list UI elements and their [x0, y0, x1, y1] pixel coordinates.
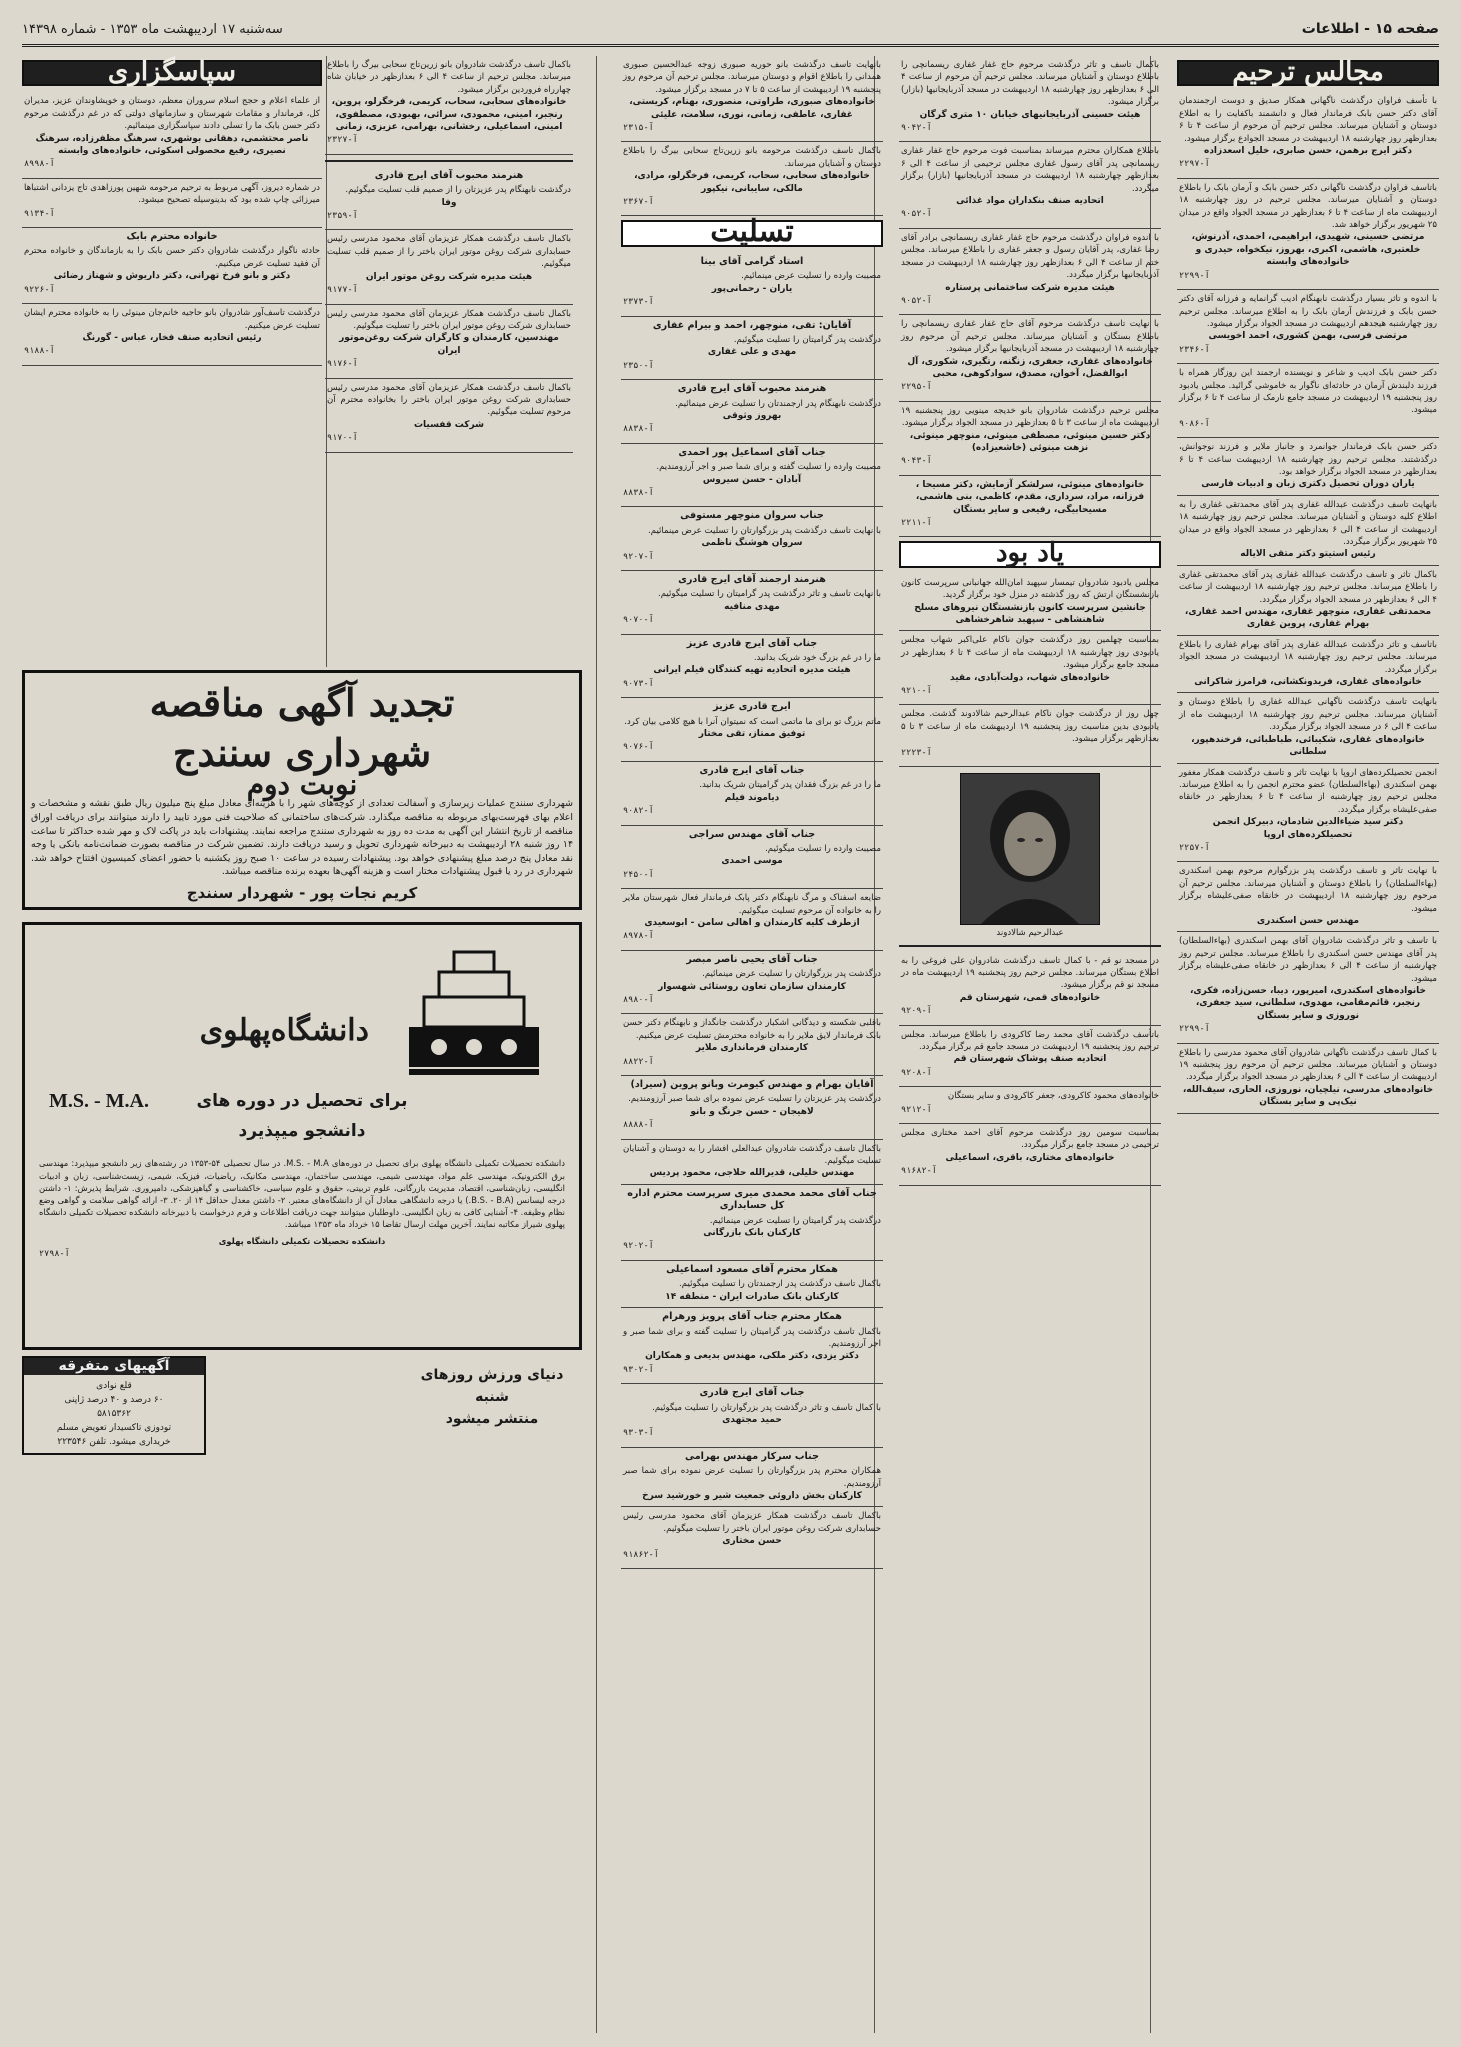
notice-footer: محمدتقی غفاری، منوچهر غفاری، مهندس احمد غفاری، بهرام غفاری، پروین غفاری [1184, 607, 1432, 630]
notice-text: باطلاع همکاران محترم میرساند بمناسبت فوت مرحوم حاج غفار غفاری ریسمانچی پدر آقای رسول غفاری مجلس ترحیمی از ساعت ۴ الی ۶ بعدازظهر چهارشنبه ۱۸ اردیبهشت در مسجد آذربایجانیها (بازار) برگزار میگردد. [901, 146, 1159, 194]
notice-footer: یاران دوران تحصیل دکتری زبان و ادبیات فارسی [1201, 479, 1415, 490]
notice-code: آ-۲۳۷۳ [623, 297, 654, 308]
notice-footer: خانواده‌های سحابی، سحاب، کریمی، فرخگرلو، مرادی، مالکی، سایبانی، نیکپور [634, 171, 870, 194]
notice-code: آ-۹۱۸۶۲ [623, 1549, 659, 1560]
notice [621, 1384, 883, 1448]
tender-municipality: شهرداری سنندج [172, 730, 432, 775]
notice [1177, 290, 1439, 364]
tender-ad [22, 670, 582, 910]
notice-code: آ-۹۳۰۲ [623, 1364, 654, 1375]
notice-text: با نهایت تاثر و تاسف درگذشت پدر بزرگوارم مرحوم بهمن اسکندری (بهاءالسلطان) را باطلاع دوستان و آشنایان میرساند. مجلس ترحیم آن مرحوم روز چهارشنبه ۱۸ اردیبهشت در خانقاه صفی‌علیشاه برگزار میشود. [1179, 866, 1437, 914]
notice [1177, 566, 1439, 636]
notice [899, 574, 1161, 632]
notice-footer: هیئت حسینی آذربایجانیهای خیابان ۱۰ متری گرگان [919, 109, 1141, 120]
notice-title: جناب آقای محمد محمدی میری سرپرست محترم اداره کل حسابداری [627, 1187, 877, 1212]
notice-code: آ-۲۲۱۱ [901, 518, 932, 528]
notice [621, 1076, 883, 1140]
notice-text: باکمال تاسف درگذشت شادروان عبدالعلی افشار را به دوستان و آشنایان تسلیت میگوئیم. [623, 1143, 881, 1167]
portrait-photo [960, 773, 1100, 925]
notice-footer: خانواده‌های غفاری، فریدونکشانی، فرامرز شاکرانی [1194, 677, 1422, 688]
notice-footer: توفیق ممتاز، تقی مختار [698, 729, 806, 740]
notice-text: درگذشت نابهنگام پدر عزیزتان را از صمیم قلب تسلیت میگوئیم. [345, 185, 571, 196]
notice-text: باکمال تاسف درگذشت همکار عزیزمان آقای محمود مدرسی رئیس حسابداری شرکت روغن موتور ایران باختر را از صمیم قلب تسلیت میگوئیم. [327, 234, 571, 270]
notice-text: درگذشت تاسف‌آور شادروان بانو حاجیه خانم‌جان مینوئی را به خانواده محترم ایشان تسلیت عرض میکنیم. [24, 308, 320, 331]
notice-text: با اندوه فراوان درگذشت مرحوم حاج غفار غفاری ریسمانچی برادر آقای رضا غفاری، پدر آقایان رسول و جعفر غفاری را باطلاع میرساند. مجلس ختم از ساعت ۴ الی ۶ بعدازظهر روز چهارشنبه ۱۸ اردیبهشت در مسجد آذربایجانیها برگزار میگردد. [901, 232, 1160, 281]
notice-title: آقایان: تقی، منوچهر، احمد و بیرام غفاری [652, 319, 852, 331]
notice-text: باکمال تاسف درگذشت مرحومه بانو زرین‌تاج سحابی بیرگ را باطلاع دوستان و آشنایان میرساند. [623, 146, 881, 169]
notice-text: همکاران محترم پدر بزرگوارتان را تسلیت عرض نموده برای شما صبر آرزومندیم. [623, 1466, 881, 1489]
notice-footer: لاهیجان - حسن جرنگ و بانو [690, 1106, 814, 1117]
notice-code: آ-۲۳۲۷ [327, 135, 358, 146]
classified-ads [22, 1356, 206, 1454]
section-banner-sepasgozari: سپاسگزاری [22, 60, 322, 86]
notice-text: ما را در غم بزرگ خود شریک بدانید. [753, 653, 881, 664]
notice [1177, 438, 1439, 496]
notice-footer: خانواده‌های اسکندری، امیرپور، دیبا، حسن‌زاده، فکری، رنجبر، قائم‌مقامی، مهدوی، سلطانی، سید جعفری، نوروزی و سایر بستگان [1189, 986, 1427, 1021]
notice-code: آ-۲۲۹۹ [1179, 1024, 1210, 1035]
notice-footer: دکتر و بانو فرخ تهرانی، دکتر داریوش و شهناز رضائی [53, 271, 291, 282]
notice [621, 142, 883, 216]
notice [325, 230, 573, 304]
university-name: دانشگاه‌پهلوی [199, 1013, 369, 1049]
notice-list [22, 92, 322, 365]
notice-footer: حمید مجتهدی [722, 1414, 782, 1425]
notice-code: آ-۹۰۴۲ [901, 123, 932, 134]
condolence-list [325, 167, 573, 453]
notice [621, 444, 883, 508]
notice [325, 379, 573, 453]
notice [621, 826, 883, 890]
notice-text: بمناسبت سومین روز درگذشت مرحوم آقای احمد مختاری مجلس ترحیمی در مسجد جامع برگزار میگردد. [901, 1127, 1159, 1151]
notice-footer: مهدی و علی غفاری [707, 347, 797, 358]
notice [899, 402, 1161, 476]
column-condolences-2 [325, 56, 573, 656]
notice-title: همکار محترم جناب آقای پرویز ورهرام [662, 1311, 842, 1323]
notice-code: آ-۲۳۵۰ [623, 360, 654, 371]
notice-code: آ-۹۱۶۸۲ [901, 1166, 937, 1177]
notice-list [621, 56, 883, 216]
notice-footer: بهروز وثوقی [722, 410, 782, 421]
notice-text: باکمال تاسف درگذشت همکار عزیزمان آقای محمود مدرسی رئیس حسابداری شرکت روغن موتور ایران باختر را تسلیت میگوئیم. [327, 308, 571, 331]
notice-text: در مسجد نو قم - با کمال تاسف درگذشت شادروان علی فروغی را به اطلاع بستگان میرساند. مجلس ترحیم روز پنجشنبه ۱۹ اردیبهشت ماه در مسجد نو قم برگزار میشود. [901, 955, 1160, 991]
notice-footer: مهندسین، کارمندان و کارگران شرکت روغن‌موتور ایران [339, 333, 559, 356]
notice [1177, 693, 1439, 763]
notice [899, 952, 1161, 1026]
notice-code: آ-۹۱۸۸ [24, 346, 55, 357]
notice-text: بانهایت تاسف درگذشت بانو حوریه صبوری زوجه عبدالحسین صبوری همدانی را باطلاع اقوام و دوستان میرساند. مجلس ترحیم آن مرحوم روز پنجشنبه ۱۹ اردیبهشت از ساعت ۵ تا ۷ در مسجد برگزار میشود. [623, 60, 881, 95]
notice-title: استاد گرامی آقای بینا [700, 255, 804, 267]
notice-code: آ-۸۹۹۸ [24, 159, 55, 170]
notice-title: همکار محترم آقای مسعود اسماعیلی [666, 1263, 838, 1275]
notice-title: ایرج قادری عزیز [713, 701, 791, 713]
notice [22, 304, 322, 366]
notice-code: آ-۸۹۷۸ [623, 931, 654, 942]
notice [325, 56, 573, 155]
notice [621, 1261, 883, 1308]
notice-footer: مهدی منافیه [724, 601, 780, 612]
ad-code: آ-۲۷۹۸ [39, 1248, 70, 1259]
notice-text: بمناسبت چهلمین روز درگذشت جوان ناکام علی‌اکبر شهاب مجلس یادبودی روز چهارشنبه ۱۸ اردیبهشت ماه از ساعت ۴ تا ۶ بعدازظهر در مسجد جامع برگزار میشود. [901, 635, 1159, 671]
notice-code: آ-۹۰۵۲ [901, 295, 932, 306]
notice [899, 56, 1161, 142]
university-admission: دانشجو میپذیرد [238, 1121, 366, 1142]
notice-footer: خانواده‌های غفاری، شکیبائی، طباطبائی، فرخندهپور، سلطانی [1191, 734, 1425, 758]
notice [1177, 1044, 1439, 1114]
notice [621, 1185, 883, 1261]
notice-footer: کارمندان فرمانداری ملایر [695, 1043, 809, 1054]
notice-footer: رئیس اتحادیه صنف فخار، عباس - گورنگ [82, 332, 262, 343]
notice-title: جناب آقای ایرج قادری [699, 764, 805, 776]
notice-text: درگذشت نابهنگام پدر ارجمندتان را تسلیت عرض مینمائیم. [675, 398, 881, 409]
column-obituaries [1177, 56, 1439, 2036]
notice-footer: اتحادیه صنف پوشاک شهرستان قم [953, 1054, 1107, 1065]
notice-footer: هیئت مدیره اتحادیه تهیه کنندگان فیلم ایرانی [653, 665, 851, 676]
notice-text: درگذشت پدر بزرگوارتان را تسلیت عرض مینمائیم. [702, 969, 881, 980]
notice-text: درگذشت پدر عزیزتان را تسلیت عرض نموده برای شما صبر آرزومندیم. [628, 1094, 881, 1105]
memorial-list [899, 574, 1161, 767]
notice-title: جناب آقای ایرج قادری [699, 1387, 805, 1399]
notice-text: با نهایت تاسف درگذشت مرحوم آقای حاج غفار غفاری ریسمانچی را باطلاع بستگان و آشنایان میرساند. مجلس ترحیم آن مرحوم روز چهارشنبه ۱۸ اردیبهشت در مسجد آذربایجانیها برگزار میشود. [901, 319, 1159, 355]
notice-title: جناب سروان منوچهر مستوفی [680, 510, 824, 522]
notice-footer: شرکت قفسیات [414, 419, 484, 430]
notice-footer: دیاموند فیلم [724, 792, 780, 803]
notice-text: ماتم بزرگ تو برای ما ماتمی است که نمیتوان آنرا با هیچ کلامی بیان کرد. [624, 716, 881, 727]
university-ad [22, 922, 582, 1350]
notice-title: جناب آقای ایرج قادری عزیز [686, 637, 818, 649]
notice-code: آ-۹۲۰۹ [901, 1006, 932, 1017]
notice [621, 698, 883, 762]
notice-title: هنرمند محبوب آقای ایرج قادری [677, 383, 827, 395]
notice [621, 380, 883, 444]
classified-line: ۶۰ درصد و ۴۰ درصد ژاپنی [64, 1394, 164, 1405]
notice [621, 253, 883, 317]
notice-text: باقلبی شکسته و دیدگانی اشکبار درگذشت جانگداز و نابهنگام دکتر حسن بابک فرماندار لایق ملایر را به خانواده محترمش تسلیت عرض میکنیم. [623, 1018, 881, 1041]
notice-text: در شماره دیروز، آگهی مربوط به ترحیم مرحومه شهین پورزاهدی تاج یزدانی اشتباها میرزائی چاپ شده بود که بدینوسیله تصحیح میشود. [24, 182, 320, 206]
notice [1177, 92, 1439, 178]
notice [621, 1448, 883, 1508]
classified-line: خریداری میشود. تلفن ۲۲۳۵۴۶ [57, 1436, 171, 1447]
notice-code: آ-۲۲۹۷ [1179, 159, 1210, 170]
notice-code: آ-۸۹۸۰ [623, 994, 654, 1005]
notice-code: آ-۹۰۸۲ [623, 806, 654, 817]
notice [899, 476, 1161, 538]
notice-code: آ-۹۰۵۲ [901, 209, 932, 220]
dateline: سه‌شنبه ۱۷ اردیبهشت ماه ۱۳۵۳ - شماره ۱۴۳۹۸ [22, 21, 283, 37]
notice-code: آ-۲۳۴۶ [1179, 344, 1210, 355]
section-banner-majales-tarhim: مجالس ترحیم [1177, 60, 1439, 86]
notice-text: با نهایت تاسف و تاثر درگذشت پدر گرامیتان را تسلیت میگوئیم. [657, 589, 881, 600]
notice-text: با تاسف و تاثر درگذشت شادروان آقای بهمن اسکندری (بهاءالسلطان) پدر آقای مهندس حسن اسکندری را باطلاع میرساند. مجلس ترحیم روز چهارشنبه از ساعت ۴ الی ۶ بعدازظهر در خانقاه صفی‌علیشاه برگزار میشود. [1179, 936, 1437, 984]
condolence-list [621, 253, 883, 1569]
notice-text: مصیبت وارده را تسلیت عرض مینمائیم. [741, 271, 881, 282]
notice-footer: دکتر سید ضیاءالدین شادمان، دبیرکل انجمن تحصیلکرده‌های اروپا [1212, 817, 1404, 840]
notice [1177, 364, 1439, 438]
notice-footer: هیئت مدیره شرکت ساختمانی پرستاره [945, 282, 1115, 293]
notice [899, 315, 1161, 401]
notice-title: هنرمند محبوب آقای ایرج قادری [374, 169, 524, 181]
photo-caption: عبدالرحیم شالادوند [996, 928, 1064, 939]
notice-list [325, 56, 573, 155]
column-rule [596, 56, 597, 2033]
notice-code: آ-۹۲۱۲ [901, 1104, 932, 1115]
notice-text: باکمال تاسف درگذشت پدر ارجمندتان را تسلیت میگوئیم. [679, 1279, 881, 1290]
notice-footer: حسن مختاری [722, 1536, 782, 1547]
university-body: دانشکده تحصیلات تکمیلی دانشگاه پهلوی برای تحصیل در دوره‌های M.S. - M.A. در سال تحصیلی ۵۴-۱۳۵۳ در رشته‌های زیر دانشجو میپذیرد: مهندسی برق الکترونیک، مهندسی علم مواد، مهندسی شیمی، مهندسی ساختمان، مهندسی مکانیک، ریاضیات، فیزیک، شیمی، زیست‌شناسی، زبان و ادبیات انگلیسی، زبان‌شناسی، اقتصاد، مدیریت بازرگانی، علوم تربیتی، حقوق و علوم سیاسی، خاکشناسی و گیاهپزشکی، دامپروری. شرایط پذیرش: ۱- داشتن درجه لیسانس (B.S. - B.A.) یا درجه دانشگاهی معادل آن از دانشگاه‌های معتبر. ۲- داشتن معدل حداقل ۱۴ از ۲۰. ۳- ارائه گواهی سلامت و گواهی وضع نظام وظیفه. ۴- آشنایی کافی به زبان انگلیسی. داوطلبان میتوانند جهت دریافت اطلاعات و فرم درخواست با دبیرخانه دانشکده تحصیلات تکمیلی دانشگاه پهلوی شیراز مکاتبه نمایند. آخرین مهلت ارسال تقاضا ۱۵ خرداد ماه ۱۳۵۳ میباشد. دانشکده تحصیلات تکمیلی دانشگاه پهلوی آ-۲۷۹۸ [39, 1158, 566, 1259]
notice-text: دکتر حسن بابک ادیب و شاعر و نویسنده ارجمند این روزگار همراه با فرزند دلبندش آرمان در حادثه‌ای ناگوار به خاموشی گرائید. مجلس یادبود روز پنجشنبه ۱۹ اردیبهشت در مسجد جامع نارمک از ساعت ۴ تا ۶ برگزار میشود. [1179, 368, 1438, 416]
notice [899, 631, 1161, 705]
ads-block [22, 670, 582, 2030]
notice-code: آ-۲۳۱۵ [623, 123, 654, 134]
notice [1177, 179, 1439, 290]
notice-code: آ-۹۳۰۳ [623, 1428, 654, 1439]
notice-text: با اندوه و تاثر بسیار درگذشت نابهنگام ادیب گرانمایه و فرزانه آقای دکتر حسن بابک و فرزندش آرمان بابک را به اطلاع میرساند. مجلس ترحیم روز چهارشنبه هیجدهم اردیبهشت در مسجد الجواد برگزار میشود. [1179, 294, 1437, 329]
notice-code: آ-۹۱۷۰ [327, 433, 358, 444]
notice-footer: دکتر یزدی، دکتر ملکی، مهندس بدیعی و همکاران [645, 1351, 859, 1362]
notice-list [899, 952, 1161, 1186]
notice [22, 179, 322, 228]
notice [899, 705, 1161, 767]
notice-code: آ-۲۲۵۷ [1179, 842, 1210, 853]
notice-code: آ-۸۸۸۸ [623, 1120, 654, 1131]
notice-footer: ناصر محتشمی، دهقانی بوشهری، سرهنگ مظفرزاده، سرهنگ نصیری، رفیع محصولی اسکوئی، خانواده‌های وابسته [35, 133, 309, 157]
column-thanks [22, 56, 322, 656]
tender-body: شهرداری سنندج عملیات زیرسازی و آسفالت تعدادی از کوچه‌های شهر را با هزینه‌ای معادل مبلغ پنج میلیون ریال طبق نقشه و مشخصات و اعلام بهای فهرست‌بهای مربوطه به مناقصه میگذارد. شرکت‌های ساختمانی که صلاحیت فنی مورد تایید را دارند میتوانند برای دریافت اوراق مناقصه از تاریخ انتشار این آگهی به مدت ده روز به شهرداری سنندج مراجعه نمایند. پیشنهادات باید در پاکت لاک و مهر شده حداکثر تا ساعت ۱۴ روز شنبه ۲۸ اردیبهشت به دبیرخانه شهرداری تحویل و رسید دریافت دارند. تضمین شرکت در مناقصه بصورت ضمانت‌نامه بانکی یا وجه نقد معادل پنج درصد مبلغ پیشنهادی خواهد بود. پیشنهادات رسیده در ساعت ۱۰ صبح روز یکشنبه با حضور اعضای کمیسیون افتتاح خواهد شد. شهرداری در رد یا قبول پیشنهادات مختار است و هزینه آگهی‌ها بعهده برنده مناقصه میباشد. [31, 798, 573, 878]
notice [1177, 496, 1439, 566]
notice-title: جناب آقای اسماعیل پور احمدی [678, 446, 826, 458]
notice-title: جناب سرکار مهندس بهرامی [684, 1450, 819, 1462]
notice-text: ضایعه اسفناک و مرگ نابهنگام دکتر پابک فرماندار فعال شهرستان ملایر را به خانواده آن مرحوم تسلیت میگوئیم. [623, 893, 881, 916]
notice-code: آ-۲۲۲۳ [901, 747, 932, 758]
notice-footer: وفا [441, 197, 457, 208]
notice [621, 762, 883, 826]
notice-footer: دکتر ایرج برهمن، حسن صابری، خلیل اسعدزاده [1204, 146, 1412, 157]
notice-text: باکمال تاثر و تاسف درگذشت عبدالله غفاری پدر آقای محمدتقی غفاری را باطلاع میرساند. مجلس ترحیم روز چهارشنبه ۱۸ اردیبهشت از ساعت ۴ الی ۶ بعدازظهر در مسجد الجواد برگزار میگردد. [1179, 569, 1437, 605]
notice-text: مجلس ترحیم درگذشت شادروان بانو خدیجه مینویی روز پنجشنبه ۱۹ اردیبهشت ماه از ساعت ۳ تا ۵ بعدازظهر در مسجد الجواد برگزار میشود. [901, 405, 1159, 429]
notice-code: آ-۹۰۷۳ [623, 678, 654, 689]
notice-text: خانواده‌های محمود کاکرودی، جعفر کاکرودی و سایر بستگان [947, 1091, 1159, 1102]
notice-text: با کمال تاسف درگذشت ناگهانی شادروان آقای محمود مدرسی را باطلاع دوستان و آشنایان میرساند. مجلس ترحیم آن مرحوم روز پنجشنبه ۱۹ اردیبهشت از ساعت ۴ الی ۶ بعدازظهر در مسجد الجواد برگزار میگردد. [1179, 1047, 1437, 1083]
notice-footer: موسی احمدی [721, 856, 783, 867]
notice-text: از علماء اعلام و حجج اسلام سروران معظم، دوستان و خویشاوندان عزیز، مدیران کل، فرماندار و مقامات شهرستان و سازمانهای دولتی که در غم درگذشت مرحوم دکتر حسن بابک ما را تسلی دادند سپاسگزاری مینمائیم. [24, 96, 320, 132]
notice-text: باتاسف فراوان درگذشت ناگهانی دکتر حسن بابک و آرمان بابک را باطلاع دوستان و آشنایان میرساند. مجلس ترحیم در روز چهارشنبه ۱۸ اردیبهشت ماه از ساعت ۴ تا ۶ بعدازظهر در مسجد الجواد واقع در میدان ۲۵ شهریور برگزار خواهد شد. [1179, 182, 1437, 231]
notice [621, 889, 883, 951]
notice-text: باتاسف و تاثر درگذشت عبدالله غفاری پدر آقای بهرام غفاری را باطلاع میرساند. مجلس ترحیم روز چهارشنبه ۱۸ اردیبهشت در مسجد الجواد برگزار میگردد. [1179, 639, 1438, 675]
notice-footer: آبادان - حسن سیروس [702, 474, 802, 485]
page-label: صفحه ۱۵ - اطلاعات [1301, 21, 1439, 37]
university-subtitle: برای تحصیل در دوره های [196, 1091, 408, 1112]
column-condolences [621, 56, 883, 2036]
notice [621, 1308, 883, 1384]
notice-footer: مرتضی حسینی، شهیدی، ابراهیمی، احمدی، آذرنوش، خلعتبری، هاشمی، اکبری، بهروز، نیکخواه، حیدری و خانواده‌های وابسته [1191, 232, 1425, 268]
tender-title: تجدید آگهی مناقصه [149, 680, 455, 725]
notice-footer: هیئت مدیره شرکت روغن موتور ایران [365, 271, 533, 282]
notice-text: بانهایت تاسف درگذشت عبدالله غفاری پدر آقای محمدتقی غفاری را به اطلاع کلیه دوستان و آشنایان میرساند. مجلس ترحیم روز چهارشنبه ۱۸ اردیبهشت از ساعت ۴ الی ۶ بعدازظهر در مسجد الجواد واقع در میدان ۲۵ شهریور برگزار میگردد. [1179, 499, 1437, 547]
notice-text: دکتر حسن بابک فرماندار جوانمرد و جانباز ملایر و فرزند نوجوانش، درگذشتند. مجلس ترحیم روز چهارشنبه ۱۸ اردیبهشت ساعت ۴ تا ۶ بعدازظهر در مسجد الجواد برگزار خواهد بود. [1179, 442, 1437, 477]
classified-line: قلع نوادی [96, 1380, 132, 1391]
notice-footer: خانواده‌های صبوری، طراوتی، منصوری، بهنام، کریستی، غفاری، عاطفی، زمانی، نوری، سلامت، علیئی [629, 97, 875, 120]
notice-footer: خانواده‌های مختاری، باقری، اسماعیلی [945, 1152, 1115, 1163]
notice [22, 228, 322, 304]
notice-text: با تأسف فراوان درگذشت ناگهانی همکار صدیق و دوست ارجمندمان آقای دکتر حسن بابک فرماندار فعال و دانشمند باکفایت را به اطلاع دوستان و آشنایان میرساند. مجلس ترحیم آن مرحوم از ساعت ۴ تا ۶ بعدازظهر روز چهارشنبه ۱۸ اردیبهشت در مسجد الجوادع برگزار میشود. [1179, 96, 1437, 144]
notice-code: آ-۲۲۹۹ [1179, 270, 1210, 281]
notice-text: مصیبت وارده را تسلیت گفته و برای شما صبر و اجر آرزومندیم. [656, 462, 881, 473]
classified-body [24, 1375, 204, 1453]
notice-text: مجلس یادبود شادروان تیمسار سپهبد امان‌الله جهانبانی سرپرست کانون بازنشستگان ارتش که روز گذشته در منزل خود برگزار گردید. [901, 577, 1159, 601]
university-logo-icon [399, 947, 549, 1097]
notice [899, 1026, 1161, 1088]
notice [621, 951, 883, 1015]
page-header [22, 14, 1439, 47]
notice-footer: کارکنان بانک بازرگانی [703, 1228, 801, 1239]
notice-footer: خانواده‌های غفاری، جعفری، زنگنه، رتگیری، شکوری، آل ابوالفضل، آخوان، مصدق، سوادکوهی، محبی [907, 356, 1153, 379]
section-banner-yadbood: یاد بود [899, 541, 1161, 567]
notice-code: آ-۹۲۱۰ [901, 686, 932, 697]
tender-round: نوبت دوم [246, 768, 358, 801]
notice-footer: اتحادیه صنف بنکداران مواد غذائی [956, 196, 1104, 207]
notice-footer: خانواده‌های قمی، شهرستان قم [959, 992, 1101, 1003]
notice-footer: خانواده‌های مینوئی، سرلشکر آزمایش، دکتر مسیحا ، فرزانه، مراد، سرداری، مقدم، کاظمی، بنی هاشمی، مسیحابیگی، رفیعی و سایر بستگان [915, 479, 1145, 515]
notice-text: باکمال تاسف درگذشت پدر گرامیتان را تسلیت گفته و برای شما صبر و اجر آرزومندیم. [623, 1326, 881, 1349]
notice-title: آقایان بهرام و مهندس کیومرث وبانو پروین (سیراد) [630, 1079, 874, 1090]
notice-title: هنرمند ارجمند آقای ایرج قادری [678, 574, 826, 585]
notice-footer: رئیس استیتو دکتر متقی الایاله [1240, 549, 1376, 560]
notice-code: آ-۹۲۰۸ [901, 1067, 932, 1078]
notice-footer: جانشین سرپرست کانون بازنشستگان نیروهای مسلح شاهنشاهی - سپهبد شاهرخشاهی [914, 602, 1146, 626]
notice [1177, 764, 1439, 863]
notice-footer: مهندس خلیلی، قدیرالله حلاجی، محمود پردیس [649, 1168, 855, 1179]
degree-label: M.S. - M.A. [49, 1090, 149, 1113]
notice-text: باکمال تاسف درگذشت همکار عزیزمان آقای محمود مدرسی رئیس حسابداری شرکت روغن موتور ایران باختر را بخانواده محترم آن مرحوم تسلیت میگوئیم. [327, 382, 571, 418]
notice-text: باکمال تاسف و تاثر درگذشت مرحوم حاج غفار غفاری ریسمانچی را باطلاع دوستان و آشنایان میرساند. مجلس ترحیم آن مرحوم از ساعت ۴ الی ۶ بعدازظهر روز چهارشنبه ۱۸ اردیبهشت در مسجد آذربایجانیها (بازار) برگزار میشود. [901, 60, 1160, 108]
notice-code: آ-۹۲۰۷ [623, 551, 654, 562]
notice-footer: مهندس حسن اسکندری [1256, 915, 1360, 926]
notice-text: درگذشت پدر گرامیتان را تسلیت میگوئیم. [733, 334, 881, 345]
notice-text: مصیبت وارده را تسلیت میگوئیم. [765, 843, 881, 854]
notice-text: باکمال تاسف درگذشت همکار عزیزمان آقای محمود مدرسی رئیس حسابداری شرکت روغن موتور ایران باختر را تسلیت میگوئیم. [623, 1511, 881, 1534]
classified-line: تودوزی تاکسیدار تعویض مسلم [56, 1422, 172, 1433]
notice-title: خانواده محترم بابک [126, 231, 218, 243]
notice [1177, 932, 1439, 1043]
notice-title: جناب آقای مهندس سراجی [688, 828, 816, 840]
notice [899, 1124, 1161, 1186]
notice-code: آ-۸۸۳۸ [623, 424, 654, 435]
notice-footer: کارمندان سازمان تعاون روستائی شهسوار [658, 981, 846, 992]
column-memorials [899, 56, 1161, 2036]
notice [621, 635, 883, 699]
notice [1177, 636, 1439, 694]
notice-text: چهل روز از درگذشت جوان ناکام عبدالرحیم شالادوند گذشت. مجلس یادبودی بدین مناسبت روز پنجشنبه ۱۹ اردیبهشت ماه از ساعت ۳ تا ۵ بعدازظهر برگزار میشود. [901, 709, 1159, 745]
notice-code: آ-۹۰۷۰ [623, 615, 654, 626]
notice [621, 571, 883, 635]
notice-text: انجمن تحصیلکرده‌های اروپا با نهایت تاثر و تاسف درگذشت همکار مغفور بهمن اسکندری (بهاءالسلطان) عضو محترم انجمن را به اطلاع میرساند. مجلس ترحیم روز چهارشنبه از ساعت ۴ تا ۶ بعدازظهر در خانقاه صفی‌علیشاه برگزار میگردد. [1179, 767, 1437, 815]
notice-code: آ-۲۳۶۷ [623, 197, 654, 208]
notice-footer: مرتضی فرسی، بهمن کشوری، احمد اخویسی [1208, 331, 1408, 342]
notice [621, 317, 883, 381]
notice-code: آ-۹۲۰۲ [623, 1241, 654, 1252]
notice-footer: کارکنان بانک صادرات ایران - منطقه ۱۴ [665, 1291, 839, 1302]
notice-code: آ-۹۰۷۶ [623, 742, 654, 753]
notice-code: آ-۸۸۲۲ [623, 1056, 654, 1067]
notice-text: با کمال تاسف و تاثر درگذشت پدر بزرگوارتان را تسلیت میگوئیم. [652, 1402, 881, 1413]
notice-text: باکمال تاسف درگذشت شادروان بانو زرین‌تاج سحابی بیرگ را باطلاع میرساند. مجلس ترحیم از ساعت ۴ الی ۶ بعدازظهر در خیابان شاه چهارراه فروردین برگزار میشود. [327, 60, 571, 95]
notice-code: آ-۲۳۵۹ [327, 211, 358, 222]
notice-code: آ-۹۲۲۶ [24, 284, 55, 295]
notice [621, 1140, 883, 1185]
notice-text: حادثه ناگوار درگذشت شادروان دکتر حسن بابک را به بازماندگان و خانواده محترم آن فقید تسلیت عرض میکنیم. [24, 246, 320, 269]
university-signer: دانشکده تحصیلات تکمیلی دانشگاه پهلوی [218, 1235, 386, 1246]
notice-footer: یاران - رحمانی‌پور [711, 283, 793, 294]
sports-notice: دنیای ورزش روزهای شنبه منتشر میشود [420, 1367, 564, 1428]
notice [1177, 862, 1439, 932]
notice-footer: سروان هوشنگ ناظمی [701, 538, 803, 549]
notice-text: با نهایت تاسف درگذشت پدر بزرگوارتان را تسلیت عرض مینمائیم. [648, 525, 881, 536]
notice-list [899, 56, 1161, 537]
notice-code: آ-۲۲۹۵ [901, 382, 932, 393]
notice-code: آ-۹۱۳۴ [24, 208, 55, 219]
notice-footer: خانواده‌های شهاب، دولت‌آبادی، مقید [950, 672, 1110, 683]
notice [621, 1014, 883, 1076]
notice-footer: ازطرف کلیه کارمندان و اهالی سامن - ابوسعیدی [644, 917, 860, 928]
notice [22, 92, 322, 178]
notice-code: آ-۹۰۴۳ [901, 456, 932, 467]
notice [899, 1087, 1161, 1124]
notice [621, 1507, 883, 1569]
notice-footer: دکتر حسین مینوئی، مصطفی مینوئی، منوچهر مینوئی، نزهت مینوئی (خاشعیزاده) [909, 430, 1151, 453]
notice-code: آ-۲۴۵۰ [623, 869, 654, 880]
notice-title: جناب آقای یحیی ناصر مبصر [686, 953, 818, 965]
notice-text: بانهایت تاسف درگذشت ناگهانی عبدالله غفاری را باطلاع دوستان و آشنایان میرساند. مجلس ترحیم روز چهارشنبه ۱۸ اردیبهشت ماه از ساعت ۴ الی ۶ در مسجد الجواد برگزار میگردد. [1179, 697, 1437, 733]
notice-list [1177, 92, 1439, 1113]
tender-signer: کریم نجات پور - شهردار سنندج [186, 883, 418, 902]
notice [325, 167, 573, 231]
notice-text: درگذشت پدر گرامیتان را تسلیت عرض مینمائیم. [709, 1215, 881, 1226]
classified-line: ۵۸۱۵۳۶۲ [97, 1408, 131, 1419]
notice [621, 507, 883, 571]
notice [899, 142, 1161, 228]
notice-text: ما را در غم بزرگ فقدان پدر گرامیتان شریک بدانید. [699, 780, 881, 791]
notice-code: آ-۸۸۳۸ [623, 487, 654, 498]
notice-footer: خانواده‌های مدرسی، نیلچیان، نوروزی، الحاری، سیف‌الله، نیک‌پی و سایر بستگان [1182, 1084, 1434, 1108]
notice-text: باتأسف درگذشت آقای محمد رضا کاکرودی را باطلاع میرساند. مجلس ترحیم روز پنجشنبه ۱۹ اردیبهشت در مسجد جامع قم برگزار میگردد. [901, 1029, 1159, 1052]
notice [621, 56, 883, 142]
notice-footer: خانواده‌های سحابی، سحاب، کریمی، فرخگرلو، پروین، رنجبر، امینی، محمودی، سرائی، بهبودی، مصطفوی، امینی، اسماعیلی، رخشانی، بهرامی، عزیزی، زمانی [331, 97, 567, 133]
notice-code: آ-۹۰۸۶ [1179, 418, 1210, 429]
section-banner-taslit: تسلیت [621, 220, 883, 246]
notice-code: آ-۹۱۷۶ [327, 359, 358, 370]
notice [325, 305, 573, 379]
notice-code: آ-۹۱۷۷ [327, 285, 358, 296]
notice-footer: کارکنان بخش داروئی جمعیت شیر و خورشید سرخ [642, 1490, 862, 1501]
classified-heading: آگهیهای متفرقه [24, 1358, 204, 1374]
notice [899, 229, 1161, 315]
